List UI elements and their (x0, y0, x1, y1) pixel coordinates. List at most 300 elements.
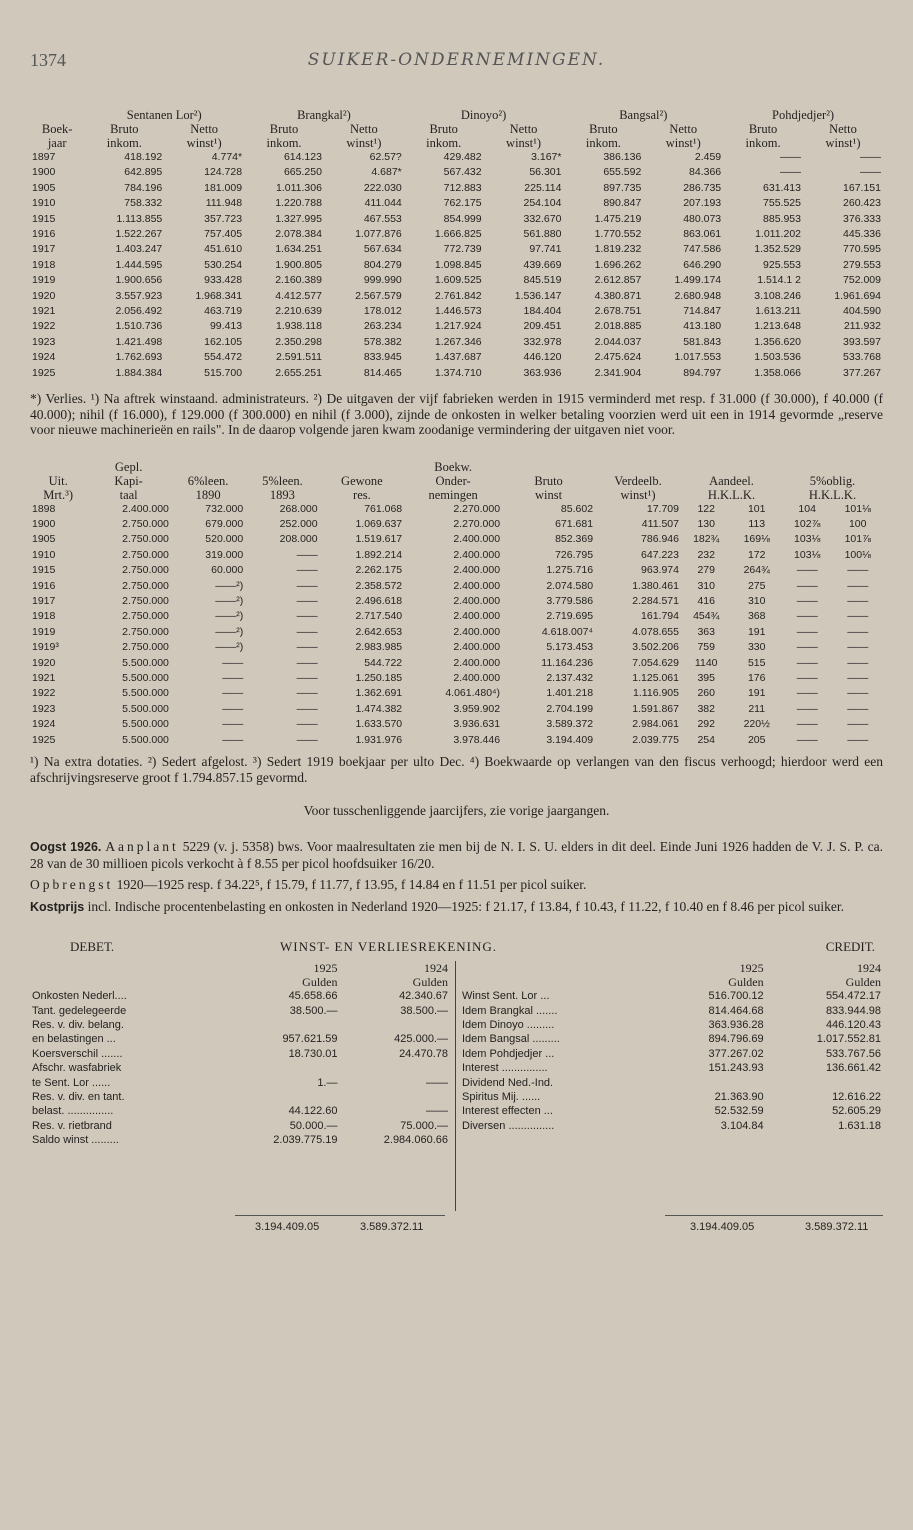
value-cell: 1.213.648 (754, 320, 801, 333)
credit-rows (460, 989, 883, 1133)
account-amount-1925: 516.700.12 (708, 990, 764, 1003)
value-cell: 2.400.000 (453, 641, 501, 654)
value-cell: 614.123 (283, 151, 322, 163)
account-amount-1925: 2.039.775.19 (273, 1134, 338, 1147)
value-cell: 2.137.432 (546, 672, 594, 685)
value-cell: 1.591.867 (632, 702, 679, 715)
value-cell: 1.609.525 (434, 274, 482, 287)
table-row (30, 609, 883, 624)
credit-row (460, 1104, 883, 1118)
debet-column (30, 961, 450, 1147)
value-cell: 418.192 (124, 151, 163, 163)
credit-unit: Gulden (845, 975, 881, 990)
value-cell: 890.847 (603, 197, 642, 210)
value-cell: 1.220.788 (275, 197, 322, 210)
column-header (245, 460, 319, 474)
value-cell: 752.009 (843, 274, 881, 287)
account-amount-1924: 12.616.22 (832, 1090, 881, 1103)
value-cell: 804.279 (363, 258, 402, 271)
value-cell: 103⅛ (794, 533, 821, 546)
value-cell: 520.000 (205, 533, 244, 546)
value-cell: 567.634 (363, 243, 402, 256)
value-cell: 1.613.211 (755, 305, 801, 318)
column-header: Boek- (41, 122, 73, 136)
value-cell: 184.404 (523, 305, 562, 318)
value-cell: ——²) (215, 641, 244, 654)
value-cell: 1.011.306 (276, 181, 322, 194)
column-header: Verdeelb. (614, 473, 662, 488)
account-amount-1924: 446.120.43 (825, 1018, 881, 1031)
value-cell: 2.750.000 (122, 625, 169, 638)
page-header (30, 38, 883, 78)
column-header (171, 460, 245, 474)
value-cell: 62.57? (369, 151, 402, 163)
value-cell: 712.883 (443, 181, 482, 194)
value-cell: 2.678.751 (594, 305, 642, 318)
account-titles (30, 939, 883, 957)
value-cell: 578.382 (363, 335, 402, 348)
value-cell: 411.044 (364, 197, 402, 210)
year-cell: 1919 (32, 625, 56, 638)
credit-column (460, 961, 883, 1133)
debet-row (30, 989, 450, 1003)
value-cell: 264¾ (743, 564, 770, 577)
account-amount-1924: 24.470.78 (399, 1047, 448, 1060)
value-cell: 1.931.976 (355, 733, 403, 746)
column-header: winst¹) (825, 136, 861, 150)
column-header: inkom. (426, 136, 462, 150)
value-cell: 268.000 (279, 502, 318, 515)
table-row (30, 212, 883, 227)
column-header: Netto (190, 122, 219, 136)
account-amount-1925: 38.500.— (289, 1004, 338, 1017)
table-row (30, 594, 883, 609)
value-cell: 122 (697, 502, 715, 515)
value-cell: 232 (697, 548, 715, 561)
account-item-label: Idem Dinoyo ......... (462, 1018, 555, 1031)
oogst-paragraph (30, 839, 883, 871)
value-cell: 4.618.007⁴ (541, 625, 594, 638)
table-row (30, 319, 883, 334)
value-cell: 833.945 (363, 351, 402, 364)
capital-table (30, 460, 883, 749)
value-cell: 963.974 (641, 564, 679, 577)
value-cell: —— (780, 151, 801, 163)
value-cell: —— (296, 702, 318, 715)
value-cell: —— (847, 718, 869, 731)
value-cell: 1.762.693 (115, 351, 163, 364)
production-table-body (30, 150, 883, 381)
value-cell: 211 (748, 702, 766, 715)
table-row (30, 502, 883, 517)
value-cell: 1.900.805 (275, 258, 322, 271)
value-cell: 1.519.617 (355, 533, 403, 546)
credit-row (460, 989, 883, 1003)
column-header: Aandeel. (709, 473, 754, 488)
table-row (30, 350, 883, 365)
value-cell: 2.341.904 (594, 366, 642, 379)
value-cell: 1.634.251 (275, 243, 322, 256)
value-cell: 1.113.855 (116, 212, 163, 225)
value-cell: 416 (697, 595, 715, 608)
account-item-label: Dividend Ned.-Ind. (462, 1076, 554, 1089)
value-cell: 1.503.536 (754, 351, 801, 364)
table-row (30, 150, 883, 165)
value-cell: 207.193 (683, 197, 722, 210)
column-header: winst (535, 487, 563, 502)
value-cell: 97.741 (529, 243, 562, 256)
debet-row (30, 1047, 450, 1061)
value-cell: 1.444.595 (115, 258, 163, 271)
group-sentanen-lor: Sentanen Lor²) (126, 108, 202, 122)
value-cell: 1.900.656 (115, 274, 163, 287)
value-cell: 1.633.570 (355, 718, 403, 731)
value-cell: 332.978 (523, 335, 562, 348)
credit-row (460, 1018, 883, 1032)
value-cell: 1.077.876 (355, 228, 402, 241)
column-header: winst¹) (620, 487, 656, 502)
value-cell: 726.795 (555, 548, 594, 561)
table-row (30, 640, 883, 655)
value-cell: 404.590 (843, 305, 881, 318)
value-cell: 2.074.580 (546, 579, 594, 592)
debet-year-1925: 1925 (313, 961, 338, 976)
value-cell: 208.000 (279, 533, 318, 546)
column-header (782, 460, 883, 474)
value-cell: 286.735 (683, 181, 722, 194)
value-cell: 567.432 (443, 166, 482, 179)
year-cell: 1924 (32, 718, 56, 731)
value-cell: 222.030 (363, 181, 402, 194)
value-cell: —— (296, 595, 318, 608)
value-cell: —— (796, 702, 818, 715)
table-row (30, 181, 883, 196)
account-amount-1925: 21.363.90 (714, 1090, 764, 1103)
value-cell: 1.961.694 (834, 289, 881, 302)
value-cell: 1.770.552 (594, 228, 642, 241)
value-cell: 561.880 (523, 228, 562, 241)
group-bangsal: Bangsal²) (619, 108, 668, 122)
opbrengst-label: Opbrengst (30, 877, 114, 893)
value-cell: —— (296, 687, 318, 700)
value-cell: —— (796, 564, 818, 577)
value-cell: 413.180 (683, 320, 722, 333)
value-cell: 292 (697, 718, 715, 731)
value-cell: 225.114 (524, 181, 562, 194)
value-cell: 3.959.902 (453, 702, 501, 715)
column-header: Kapi- (114, 473, 143, 488)
column-header (595, 460, 681, 474)
account-amount-1924: 1.017.552.81 (816, 1033, 881, 1046)
value-cell: 102⅞ (794, 518, 821, 530)
value-cell: 2.717.540 (355, 610, 403, 623)
value-cell: 100⅛ (844, 548, 871, 561)
debet-row (30, 1090, 450, 1104)
value-cell: —— (796, 610, 818, 623)
year-cell: 1920 (32, 289, 56, 302)
value-cell: 2.078.384 (275, 228, 322, 241)
debet-rows (30, 989, 450, 1147)
value-cell: 439.669 (523, 258, 562, 271)
value-cell: 770.595 (843, 243, 881, 256)
column-header (681, 460, 782, 474)
value-cell: 101 (747, 502, 766, 515)
value-cell: —— (847, 579, 869, 592)
account-amount-1925: 814.464.68 (708, 1004, 764, 1017)
value-cell: —— (847, 610, 869, 623)
value-cell: 220½ (743, 718, 770, 731)
value-cell: 1.446.573 (434, 305, 482, 318)
column-header: Mrt.³) (43, 487, 74, 502)
value-cell: 1.116.905 (633, 687, 679, 700)
value-cell: 411.507 (641, 518, 679, 530)
account-amount-1924: 52.605.29 (832, 1105, 881, 1118)
value-cell: 111.948 (205, 197, 243, 210)
table-row (30, 733, 883, 748)
value-cell: 2.459 (694, 151, 722, 163)
account-item-label: Tant. gedelegeerde (32, 1004, 127, 1017)
value-cell: 3.936.631 (453, 718, 501, 731)
value-cell: 1.474.382 (355, 702, 403, 715)
value-cell: 1.125.061 (632, 672, 679, 685)
value-cell: 642.895 (124, 166, 163, 179)
debet-row (30, 1004, 450, 1018)
value-cell: 3.589.372 (546, 718, 594, 731)
credit-year-1924: 1924 (857, 961, 881, 976)
value-cell: 113 (748, 518, 766, 530)
year-cell: 1910 (32, 197, 56, 210)
year-cell: 1900 (32, 166, 56, 179)
account-amount-1925: 377.267.02 (708, 1047, 764, 1060)
account-amount-1925: 363.936.28 (708, 1018, 764, 1031)
value-cell: 363.936 (523, 366, 562, 379)
value-cell: 172 (747, 548, 766, 561)
value-cell: 757.405 (204, 228, 243, 241)
value-cell: —— (296, 718, 318, 731)
value-cell: —— (296, 672, 318, 685)
value-cell: 2.750.000 (122, 564, 169, 577)
footnote-block-2: ¹) Na extra dotaties. ²) Sedert afgelost. ³) Sedert 1919 boekjaar per ulto Dec. ⁴) Boekwaarde op verlangen van den fiscus verhoogd; hierdoor werd een afschrijvingsreserve groot f 1.794.857.15 gevormd. (30, 754, 883, 785)
value-cell: 845.519 (523, 274, 562, 287)
account-amount-1925: 151.243.93 (708, 1062, 764, 1075)
value-cell: 925.553 (763, 258, 801, 271)
kostprijs-text: incl. Indische procentenbelasting en onkosten in Nederland 1920—1925: f 21.17, f 13.84, f 10.43, f 11.22, f 10.40 en f 8.46 per picol suiker. (84, 898, 845, 914)
credit-row (460, 1090, 883, 1104)
column-header: Bruto (269, 122, 299, 136)
value-cell: 2.400.000 (453, 625, 501, 638)
credit-unit: Gulden (728, 975, 764, 990)
column-header: winst¹) (346, 136, 382, 150)
value-cell: 2.750.000 (122, 641, 169, 654)
value-cell: 1.352.529 (754, 243, 801, 256)
debet-row (30, 1032, 450, 1046)
account-divider (455, 961, 456, 1211)
account-amount-1924 (340, 1061, 451, 1075)
value-cell: 1.475.219 (594, 212, 642, 225)
value-cell: —— (796, 625, 818, 638)
table-row (30, 273, 883, 288)
column-header: Bruto (534, 473, 563, 488)
aanplant-label: Aanplant (105, 839, 179, 855)
value-cell: 4.687* (371, 166, 402, 179)
value-cell: 100 (848, 518, 867, 530)
value-cell: 99.413 (209, 320, 243, 333)
year-cell: 1923 (32, 702, 56, 715)
value-cell: 2.400.000 (453, 595, 501, 608)
value-cell: —— (847, 687, 869, 700)
account-amount-1924: —— (426, 1105, 448, 1118)
value-cell: 169⅛ (743, 533, 770, 546)
account-amount-1924: 75.000.— (400, 1119, 448, 1132)
table-row (30, 165, 883, 180)
value-cell: 647.223 (641, 548, 679, 561)
value-cell: 104 (798, 502, 816, 515)
value-cell: 181.009 (204, 181, 243, 194)
table-row (30, 258, 883, 273)
value-cell: 2.591.511 (276, 351, 322, 364)
value-cell: 747.586 (683, 243, 722, 256)
account-amount-1925: 52.532.59 (714, 1105, 764, 1118)
account-amount-1924: 42.340.67 (399, 990, 448, 1003)
value-cell: 2.750.000 (122, 548, 169, 561)
column-header: 6%leen. (187, 473, 229, 488)
value-cell: 897.735 (603, 181, 642, 194)
column-header: res. (353, 487, 371, 502)
column-header: Gepl. (114, 459, 143, 474)
column-header: inkom. (266, 136, 302, 150)
year-cell: 1905 (32, 533, 56, 546)
total-rule-right (665, 1215, 883, 1216)
year-cell: 1919³ (32, 641, 59, 654)
year-cell: 1900 (32, 518, 56, 530)
account-amount-1924: 533.767.56 (825, 1047, 881, 1060)
value-cell: 2.039.775 (632, 733, 679, 746)
debet-total-1924: 3.589.372.11 (360, 1221, 424, 1234)
value-cell: 1.536.147 (514, 289, 562, 302)
year-cell: 1922 (32, 320, 56, 333)
value-cell: 885.953 (763, 212, 801, 225)
value-cell: 2.750.000 (122, 518, 169, 530)
value-cell: 5.173.453 (546, 641, 594, 654)
value-cell: 1.011.202 (755, 228, 801, 241)
value-cell: 3.779.586 (546, 595, 594, 608)
value-cell: 515 (747, 656, 766, 669)
account-item-label: Spiritus Mij. ...... (462, 1090, 541, 1103)
value-cell: 254 (697, 733, 715, 746)
value-cell: 7.054.629 (632, 656, 679, 669)
value-cell: 454¾ (693, 610, 720, 623)
value-cell: —— (796, 718, 818, 731)
value-cell: 1.358.066 (754, 366, 801, 379)
column-header: 5%leen. (262, 473, 303, 488)
value-cell: 714.847 (683, 305, 722, 318)
value-cell: 2.262.175 (355, 564, 403, 577)
value-cell: 176 (747, 672, 766, 685)
value-cell: 2.284.571 (632, 595, 679, 608)
value-cell: —— (847, 702, 869, 715)
table-row (30, 289, 883, 304)
value-cell: 4.061.480⁴) (445, 687, 501, 700)
value-cell: 5.500.000 (122, 687, 169, 700)
column-header-row (30, 122, 883, 136)
value-cell: 762.175 (443, 197, 482, 210)
column-header: winst¹) (665, 136, 701, 150)
year-cell: 1925 (32, 366, 56, 379)
column-header: jaar (47, 136, 67, 150)
year-cell: 1905 (32, 181, 56, 194)
value-cell: 999.990 (363, 274, 402, 287)
debet-row (30, 1061, 450, 1075)
capital-table-body (30, 502, 883, 749)
debet-row (30, 1133, 450, 1147)
value-cell: 1.267.346 (434, 335, 482, 348)
account-amount-1924: 425.000.— (394, 1033, 448, 1046)
intermediate-years-note: Voor tusschenliggende jaarcijfers, zie vorige jaargangen. (303, 803, 610, 819)
debet-year-1924: 1924 (424, 961, 448, 976)
value-cell: 330 (747, 641, 766, 654)
year-cell: 1918 (32, 610, 56, 623)
column-header: 1890 (195, 487, 221, 502)
value-cell: —— (847, 564, 869, 577)
column-header: winst¹) (506, 136, 542, 150)
table-row (30, 625, 883, 640)
value-cell: —— (222, 718, 244, 731)
value-cell: 1.696.262 (594, 258, 642, 271)
value-cell: 852.369 (555, 533, 594, 546)
column-header: Onder- (435, 473, 471, 488)
value-cell: 2.400.000 (453, 564, 501, 577)
account-amount-1925 (229, 1090, 340, 1104)
value-cell: —— (296, 733, 318, 746)
footnote-block-1: *) Verlies. ¹) Na aftrek winstaand. administrateurs. ²) De uitgaven der vijf fabrieken werden in 1915 verminderd met resp. f 31.000 (f 30.000), f 40.000 (f 40.000); nihil (f 16.000), f 129.000 (f 300.000) en nihil (f 3.000), zijnde de onkosten in welker betaling voorzien werd uit een in 1914 gevormde „reserve voor nieuwe machinerieën en rails". In de daarop volgende jaren kwam zoodanige vermindering der uitgaven niet voor. (30, 391, 883, 438)
account-item-label: Idem Bangsal ......... (462, 1033, 560, 1046)
value-cell: 480.073 (683, 212, 722, 225)
credit-total-1924: 3.589.372.11 (805, 1221, 869, 1234)
value-cell: 162.105 (204, 335, 243, 348)
credit-table (460, 961, 883, 1133)
value-cell: —— (860, 151, 881, 163)
account-item-label: Winst Sent. Lor ... (462, 990, 550, 1003)
value-cell: 445.336 (843, 228, 881, 241)
value-cell: 854.999 (443, 212, 482, 225)
value-cell: —— (296, 610, 318, 623)
account-amount-1925: 894.796.69 (708, 1033, 764, 1046)
year-cell: 1897 (32, 151, 56, 163)
value-cell: —— (796, 641, 818, 654)
value-cell: —— (796, 687, 818, 700)
value-cell: 1.275.716 (546, 564, 594, 577)
value-cell: 191 (747, 687, 766, 700)
value-cell: 319.000 (205, 548, 244, 561)
value-cell: 377.267 (843, 366, 881, 379)
value-cell: 1.666.825 (434, 228, 482, 241)
value-cell: 1.374.710 (434, 366, 482, 379)
account-item-label: Res. v. div. belang. (32, 1018, 124, 1031)
account-amount-1924: 833.944.98 (825, 1004, 881, 1017)
value-cell: 205 (747, 733, 766, 746)
value-cell: 101⅛ (844, 502, 871, 515)
value-cell: —— (860, 166, 881, 179)
year-cell: 1923 (32, 335, 56, 348)
column-header: Netto (829, 122, 857, 136)
value-cell: 310 (747, 595, 766, 608)
value-cell: 209.451 (523, 320, 562, 333)
credit-total-1925: 3.194.409.05 (690, 1221, 755, 1234)
credit-row (460, 1119, 883, 1133)
column-header-row (30, 136, 883, 150)
account-amount-1924 (340, 1018, 451, 1032)
value-cell: 2.018.885 (594, 320, 642, 333)
